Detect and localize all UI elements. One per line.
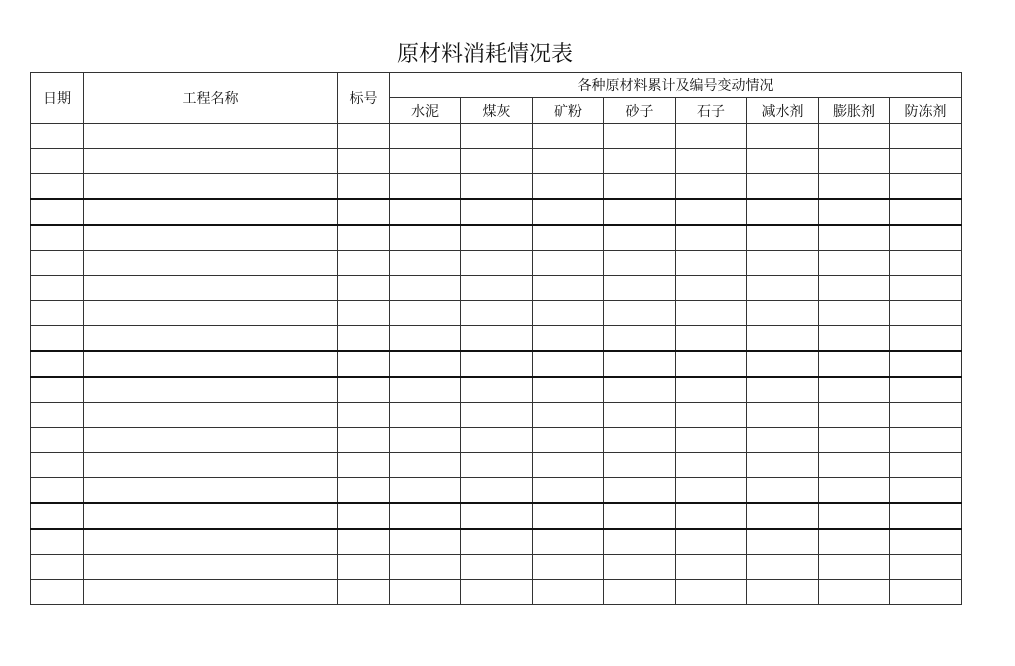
- cell-material-value[interactable]: [676, 403, 747, 428]
- cell-material-value[interactable]: [604, 529, 676, 555]
- cell-material-value[interactable]: [890, 377, 962, 403]
- cell-material-value[interactable]: [533, 276, 604, 301]
- cell-material-value[interactable]: [390, 555, 461, 580]
- cell-mark-no[interactable]: [338, 276, 390, 301]
- cell-material-value[interactable]: [676, 503, 747, 529]
- cell-material-value[interactable]: [390, 580, 461, 605]
- cell-project-name[interactable]: [84, 149, 338, 174]
- cell-material-value[interactable]: [819, 555, 890, 580]
- cell-material-value[interactable]: [461, 453, 533, 478]
- header-material-antifreeze: 防冻剂: [890, 98, 962, 124]
- cell-material-value[interactable]: [676, 199, 747, 225]
- cell-material-value[interactable]: [604, 555, 676, 580]
- cell-date[interactable]: [31, 199, 84, 225]
- cell-date[interactable]: [31, 124, 84, 149]
- cell-material-value[interactable]: [390, 453, 461, 478]
- cell-material-value[interactable]: [461, 580, 533, 605]
- table-row: [31, 529, 962, 555]
- cell-project-name[interactable]: [84, 453, 338, 478]
- cell-material-value[interactable]: [890, 580, 962, 605]
- cell-material-value[interactable]: [390, 301, 461, 326]
- cell-material-value[interactable]: [533, 403, 604, 428]
- cell-material-value[interactable]: [390, 199, 461, 225]
- cell-material-value[interactable]: [819, 453, 890, 478]
- cell-mark-no[interactable]: [338, 503, 390, 529]
- cell-project-name[interactable]: [84, 251, 338, 276]
- header-material-fly-ash: 煤灰: [461, 98, 533, 124]
- cell-project-name[interactable]: [84, 503, 338, 529]
- cell-project-name[interactable]: [84, 478, 338, 504]
- cell-material-value[interactable]: [604, 174, 676, 200]
- cell-material-value[interactable]: [747, 225, 819, 251]
- cell-material-value[interactable]: [747, 301, 819, 326]
- cell-material-value[interactable]: [461, 225, 533, 251]
- cell-material-value[interactable]: [533, 225, 604, 251]
- cell-material-value[interactable]: [533, 351, 604, 377]
- cell-material-value[interactable]: [461, 351, 533, 377]
- cell-material-value[interactable]: [676, 580, 747, 605]
- table-row: [31, 276, 962, 301]
- cell-material-value[interactable]: [676, 478, 747, 504]
- cell-material-value[interactable]: [533, 124, 604, 149]
- cell-date[interactable]: [31, 301, 84, 326]
- cell-material-value[interactable]: [890, 124, 962, 149]
- cell-material-value[interactable]: [390, 478, 461, 504]
- cell-material-value[interactable]: [604, 453, 676, 478]
- cell-mark-no[interactable]: [338, 174, 390, 200]
- cell-material-value[interactable]: [533, 555, 604, 580]
- cell-material-value[interactable]: [819, 529, 890, 555]
- cell-material-value[interactable]: [390, 377, 461, 403]
- cell-material-value[interactable]: [819, 580, 890, 605]
- cell-material-value[interactable]: [604, 428, 676, 453]
- header-date: 日期: [31, 73, 84, 124]
- table-row: [31, 326, 962, 352]
- cell-material-value[interactable]: [890, 351, 962, 377]
- header-material-water-reducer: 减水剂: [747, 98, 819, 124]
- cell-mark-no[interactable]: [338, 251, 390, 276]
- cell-material-value[interactable]: [819, 377, 890, 403]
- cell-material-value[interactable]: [747, 124, 819, 149]
- cell-mark-no[interactable]: [338, 377, 390, 403]
- cell-material-value[interactable]: [819, 251, 890, 276]
- cell-material-value[interactable]: [747, 503, 819, 529]
- cell-material-value[interactable]: [604, 149, 676, 174]
- cell-date[interactable]: [31, 251, 84, 276]
- cell-material-value[interactable]: [533, 503, 604, 529]
- cell-material-value[interactable]: [390, 251, 461, 276]
- cell-material-value[interactable]: [533, 478, 604, 504]
- cell-material-value[interactable]: [461, 174, 533, 200]
- cell-mark-no[interactable]: [338, 199, 390, 225]
- cell-material-value[interactable]: [819, 326, 890, 352]
- cell-project-name[interactable]: [84, 174, 338, 200]
- cell-material-value[interactable]: [747, 377, 819, 403]
- table-row: [31, 174, 962, 200]
- cell-material-value[interactable]: [747, 199, 819, 225]
- cell-material-value[interactable]: [390, 225, 461, 251]
- header-material-stone: 石子: [676, 98, 747, 124]
- cell-mark-no[interactable]: [338, 301, 390, 326]
- cell-mark-no[interactable]: [338, 124, 390, 149]
- cell-material-value[interactable]: [890, 251, 962, 276]
- header-material-sand: 砂子: [604, 98, 676, 124]
- cell-mark-no[interactable]: [338, 428, 390, 453]
- table-row: [31, 377, 962, 403]
- table-row: [31, 301, 962, 326]
- table-row: [31, 199, 962, 225]
- cell-material-value[interactable]: [890, 529, 962, 555]
- cell-mark-no[interactable]: [338, 326, 390, 352]
- cell-material-value[interactable]: [676, 351, 747, 377]
- cell-material-value[interactable]: [604, 326, 676, 352]
- cell-material-value[interactable]: [390, 276, 461, 301]
- cell-project-name[interactable]: [84, 377, 338, 403]
- cell-material-value[interactable]: [747, 174, 819, 200]
- cell-material-value[interactable]: [604, 124, 676, 149]
- cell-material-value[interactable]: [604, 276, 676, 301]
- cell-material-value[interactable]: [819, 124, 890, 149]
- cell-material-value[interactable]: [819, 276, 890, 301]
- cell-mark-no[interactable]: [338, 149, 390, 174]
- cell-date[interactable]: [31, 503, 84, 529]
- cell-material-value[interactable]: [747, 478, 819, 504]
- cell-project-name[interactable]: [84, 555, 338, 580]
- header-mark-no: 标号: [338, 73, 390, 124]
- cell-mark-no[interactable]: [338, 580, 390, 605]
- cell-material-value[interactable]: [604, 580, 676, 605]
- cell-material-value[interactable]: [604, 403, 676, 428]
- cell-material-value[interactable]: [747, 453, 819, 478]
- cell-material-value[interactable]: [461, 478, 533, 504]
- cell-material-value[interactable]: [390, 351, 461, 377]
- cell-material-value[interactable]: [676, 149, 747, 174]
- cell-material-value[interactable]: [747, 276, 819, 301]
- cell-material-value[interactable]: [676, 326, 747, 352]
- cell-material-value[interactable]: [390, 529, 461, 555]
- cell-material-value[interactable]: [676, 377, 747, 403]
- cell-material-value[interactable]: [604, 225, 676, 251]
- cell-material-value[interactable]: [533, 377, 604, 403]
- cell-material-value[interactable]: [604, 351, 676, 377]
- cell-material-value[interactable]: [461, 555, 533, 580]
- cell-material-value[interactable]: [461, 199, 533, 225]
- cell-material-value[interactable]: [390, 124, 461, 149]
- cell-material-value[interactable]: [390, 326, 461, 352]
- cell-date[interactable]: [31, 580, 84, 605]
- cell-date[interactable]: [31, 149, 84, 174]
- cell-mark-no[interactable]: [338, 478, 390, 504]
- cell-material-value[interactable]: [604, 503, 676, 529]
- table-row: [31, 428, 962, 453]
- cell-material-value[interactable]: [461, 301, 533, 326]
- cell-project-name[interactable]: [84, 529, 338, 555]
- cell-material-value[interactable]: [819, 225, 890, 251]
- cell-material-value[interactable]: [461, 377, 533, 403]
- cell-project-name[interactable]: [84, 351, 338, 377]
- table-row: [31, 251, 962, 276]
- cell-material-value[interactable]: [819, 149, 890, 174]
- page-title: 原材料消耗情况表: [396, 42, 573, 67]
- cell-material-value[interactable]: [747, 326, 819, 352]
- table-row: [31, 453, 962, 478]
- cell-material-value[interactable]: [747, 529, 819, 555]
- cell-project-name[interactable]: [84, 301, 338, 326]
- cell-project-name[interactable]: [84, 326, 338, 352]
- cell-material-value[interactable]: [533, 301, 604, 326]
- cell-mark-no[interactable]: [338, 403, 390, 428]
- cell-material-value[interactable]: [461, 529, 533, 555]
- header-project-name: 工程名称: [84, 73, 338, 124]
- cell-material-value[interactable]: [390, 174, 461, 200]
- table-row: [31, 225, 962, 251]
- cell-material-value[interactable]: [461, 276, 533, 301]
- cell-material-value[interactable]: [533, 580, 604, 605]
- cell-material-value[interactable]: [461, 428, 533, 453]
- header-material-expansion-agent: 膨胀剂: [819, 98, 890, 124]
- cell-material-value[interactable]: [819, 428, 890, 453]
- cell-material-value[interactable]: [676, 428, 747, 453]
- cell-material-value[interactable]: [676, 555, 747, 580]
- cell-mark-no[interactable]: [338, 529, 390, 555]
- header-material-cement: 水泥: [390, 98, 461, 124]
- cell-material-value[interactable]: [890, 225, 962, 251]
- cell-material-value[interactable]: [390, 403, 461, 428]
- cell-date[interactable]: [31, 326, 84, 352]
- cell-mark-no[interactable]: [338, 453, 390, 478]
- cell-material-value[interactable]: [890, 503, 962, 529]
- cell-date[interactable]: [31, 225, 84, 251]
- cell-date[interactable]: [31, 377, 84, 403]
- cell-material-value[interactable]: [676, 453, 747, 478]
- cell-mark-no[interactable]: [338, 555, 390, 580]
- cell-material-value[interactable]: [461, 403, 533, 428]
- cell-project-name[interactable]: [84, 428, 338, 453]
- cell-material-value[interactable]: [676, 276, 747, 301]
- cell-project-name[interactable]: [84, 199, 338, 225]
- cell-mark-no[interactable]: [338, 225, 390, 251]
- cell-material-value[interactable]: [533, 529, 604, 555]
- table-row: [31, 124, 962, 149]
- cell-material-value[interactable]: [461, 251, 533, 276]
- cell-material-value[interactable]: [747, 251, 819, 276]
- cell-material-value[interactable]: [747, 149, 819, 174]
- table-row: [31, 403, 962, 428]
- cell-material-value[interactable]: [461, 326, 533, 352]
- cell-material-value[interactable]: [747, 555, 819, 580]
- cell-material-value[interactable]: [390, 149, 461, 174]
- cell-material-value[interactable]: [676, 225, 747, 251]
- cell-date[interactable]: [31, 453, 84, 478]
- cell-material-value[interactable]: [676, 301, 747, 326]
- cell-material-value[interactable]: [676, 529, 747, 555]
- table-row: [31, 149, 962, 174]
- cell-project-name[interactable]: [84, 225, 338, 251]
- cell-material-value[interactable]: [533, 428, 604, 453]
- cell-mark-no[interactable]: [338, 351, 390, 377]
- table-body: [31, 124, 962, 605]
- cell-material-value[interactable]: [604, 199, 676, 225]
- cell-material-value[interactable]: [890, 276, 962, 301]
- cell-project-name[interactable]: [84, 276, 338, 301]
- cell-material-value[interactable]: [533, 453, 604, 478]
- cell-material-value[interactable]: [604, 251, 676, 276]
- cell-material-value[interactable]: [747, 403, 819, 428]
- cell-material-value[interactable]: [890, 326, 962, 352]
- cell-material-value[interactable]: [676, 174, 747, 200]
- cell-material-value[interactable]: [819, 199, 890, 225]
- cell-material-value[interactable]: [604, 478, 676, 504]
- cell-material-value[interactable]: [890, 478, 962, 504]
- cell-material-value[interactable]: [390, 503, 461, 529]
- header-material-slag-powder: 矿粉: [533, 98, 604, 124]
- cell-material-value[interactable]: [533, 174, 604, 200]
- cell-material-value[interactable]: [890, 199, 962, 225]
- cell-material-value[interactable]: [747, 580, 819, 605]
- cell-material-value[interactable]: [461, 503, 533, 529]
- table-row: [31, 351, 962, 377]
- cell-material-value[interactable]: [461, 149, 533, 174]
- cell-material-value[interactable]: [819, 403, 890, 428]
- cell-material-value[interactable]: [533, 199, 604, 225]
- cell-date[interactable]: [31, 428, 84, 453]
- table-row: [31, 580, 962, 605]
- cell-project-name[interactable]: [84, 124, 338, 149]
- cell-material-value[interactable]: [604, 301, 676, 326]
- cell-date[interactable]: [31, 478, 84, 504]
- cell-material-value[interactable]: [890, 428, 962, 453]
- cell-material-value[interactable]: [890, 453, 962, 478]
- cell-material-value[interactable]: [890, 149, 962, 174]
- cell-material-value[interactable]: [819, 301, 890, 326]
- cell-material-value[interactable]: [533, 251, 604, 276]
- cell-material-value[interactable]: [890, 403, 962, 428]
- table-row: [31, 503, 962, 529]
- cell-material-value[interactable]: [819, 478, 890, 504]
- cell-date[interactable]: [31, 276, 84, 301]
- cell-material-value[interactable]: [819, 351, 890, 377]
- cell-material-value[interactable]: [604, 377, 676, 403]
- cell-material-value[interactable]: [890, 555, 962, 580]
- cell-material-value[interactable]: [819, 174, 890, 200]
- cell-material-value[interactable]: [676, 251, 747, 276]
- cell-date[interactable]: [31, 555, 84, 580]
- cell-material-value[interactable]: [819, 503, 890, 529]
- cell-material-value[interactable]: [461, 124, 533, 149]
- cell-material-value[interactable]: [747, 351, 819, 377]
- cell-project-name[interactable]: [84, 403, 338, 428]
- cell-date[interactable]: [31, 529, 84, 555]
- cell-date[interactable]: [31, 351, 84, 377]
- cell-material-value[interactable]: [533, 149, 604, 174]
- cell-material-value[interactable]: [747, 428, 819, 453]
- cell-material-value[interactable]: [890, 301, 962, 326]
- header-material-group: 各种原材料累计及编号变动情况: [390, 73, 962, 98]
- cell-date[interactable]: [31, 174, 84, 200]
- cell-date[interactable]: [31, 403, 84, 428]
- material-consumption-table: [30, 72, 962, 605]
- cell-project-name[interactable]: [84, 580, 338, 605]
- cell-material-value[interactable]: [390, 428, 461, 453]
- cell-material-value[interactable]: [676, 124, 747, 149]
- table-row: [31, 555, 962, 580]
- cell-material-value[interactable]: [533, 326, 604, 352]
- cell-material-value[interactable]: [890, 174, 962, 200]
- table-row: [31, 478, 962, 504]
